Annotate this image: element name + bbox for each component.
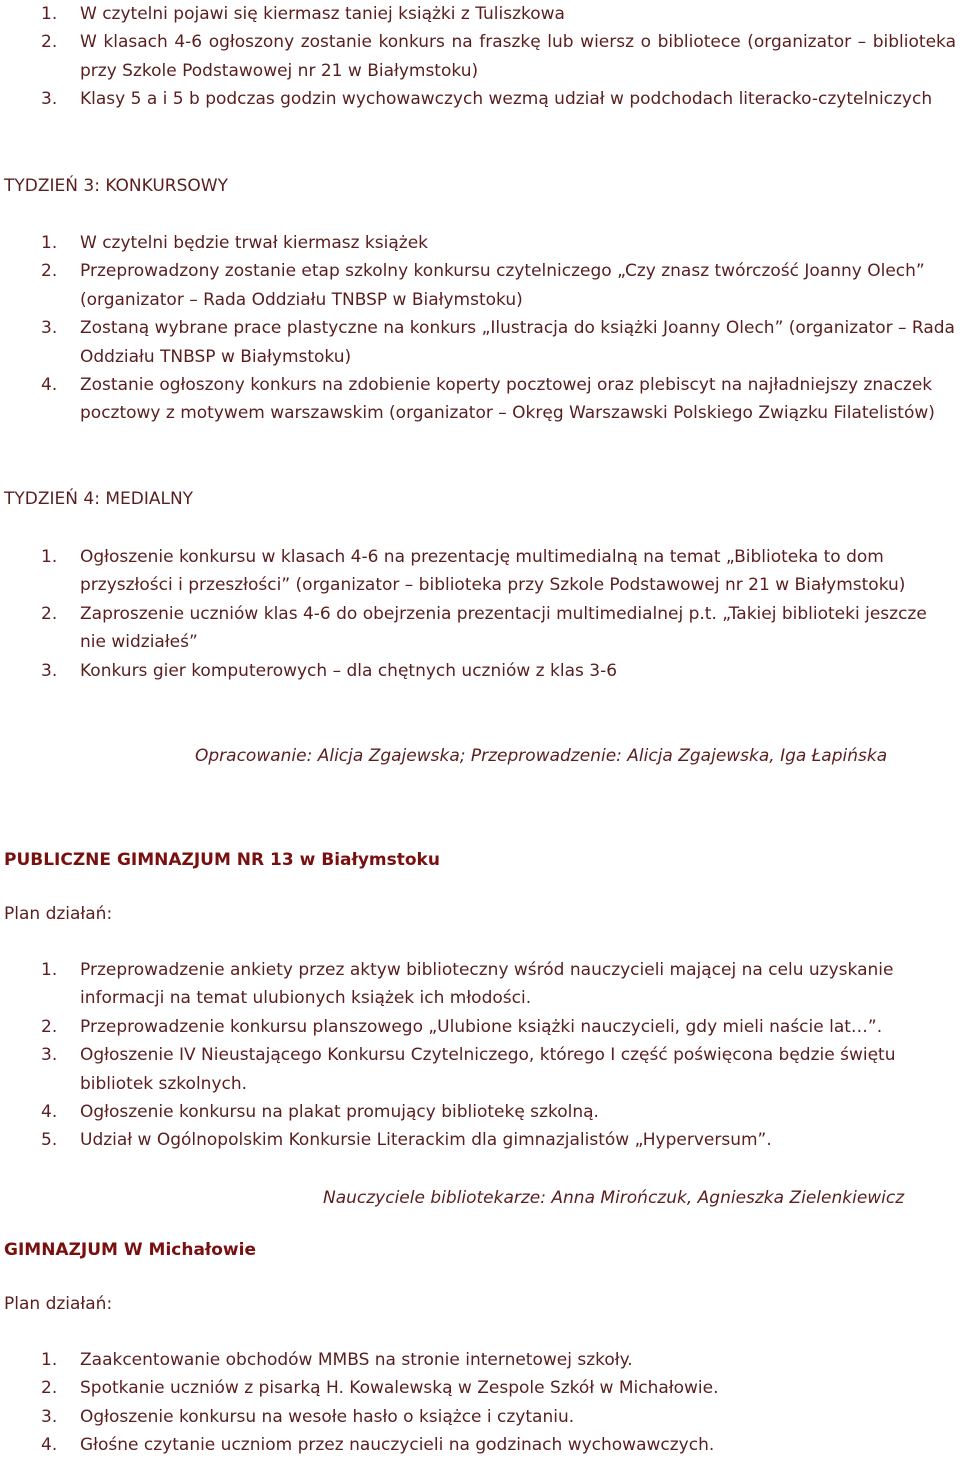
- item-text: Głośne czytanie uczniom przez nauczycieli na godzinach wychowawczych.: [80, 1435, 715, 1456]
- item-text: Klasy 5 a i 5 b podczas godzin wychowawczych wezmą udział w podchodach literacko-czytelniczych: [80, 89, 933, 110]
- list-item: [4, 28, 956, 85]
- plan-label: Plan działań:: [4, 904, 113, 924]
- item-text: Spotkanie uczniów z pisarką H. Kowalewską w Zespole Szkół w Michałowie.: [80, 1378, 719, 1399]
- list-item: [4, 85, 956, 113]
- credit-line: Nauczyciele bibliotekarze: Anna Mirończuk, Agnieszka Zielenkiewicz: [323, 1188, 905, 1208]
- week3-heading: TYDZIEŃ 3: KONKURSOWY: [4, 176, 228, 196]
- item-number: 1.: [41, 1350, 58, 1370]
- week2-list: [4, 0, 956, 114]
- item-number: 3.: [41, 1045, 58, 1066]
- item-number: 1.: [41, 547, 58, 567]
- week4-list: [4, 543, 956, 685]
- list-item: [4, 956, 956, 1013]
- item-number: 1.: [41, 960, 58, 980]
- list-item: [4, 1126, 956, 1154]
- item-number: 3.: [41, 318, 58, 339]
- credit-line: Opracowanie: Alicja Zgajewska; Przeprowadzenie: Alicja Zgajewska, Iga Łapińska: [195, 746, 888, 766]
- week3-list: [4, 229, 956, 428]
- list-item: [4, 0, 956, 28]
- item-text: Przeprowadzony zostanie etap szkolny konkursu czytelniczego „Czy znasz twórczość Joanny Olech” (organizator – Rada Oddziału TNBSP w Białymstoku): [80, 261, 925, 310]
- item-text: Udział w Ogólnopolskim Konkursie Literackim dla gimnazjalistów „Hyperversum”.: [80, 1130, 772, 1151]
- list-item: [4, 314, 956, 371]
- list-item: [4, 1041, 956, 1098]
- item-number: 4.: [41, 1435, 58, 1456]
- list-item: [4, 371, 956, 428]
- item-number: 3.: [41, 1406, 58, 1427]
- item-number: 2.: [41, 261, 58, 282]
- school-heading: PUBLICZNE GIMNAZJUM NR 13 w Białymstoku: [4, 850, 440, 870]
- item-number: 3.: [41, 89, 58, 110]
- list-item: [4, 257, 956, 314]
- list-item: [4, 1098, 956, 1126]
- list-item: [4, 1403, 956, 1431]
- item-number: 5.: [41, 1130, 58, 1151]
- item-text: Przeprowadzenie ankiety przez aktyw biblioteczny wśród nauczycieli mającej na celu uzyskanie informacji na temat ulubionych książek ich młodości.: [80, 960, 894, 1009]
- item-number: 4.: [41, 1102, 58, 1123]
- list-item: [4, 1013, 956, 1041]
- item-number: 4.: [41, 375, 58, 396]
- item-text: Ogłoszenie IV Nieustającego Konkursu Czytelniczego, którego I część poświęcona będzie świętu bibliotek szkolnych.: [80, 1045, 896, 1094]
- school-heading: GIMNAZJUM W Michałowie: [4, 1240, 256, 1260]
- school-1-list: [4, 956, 956, 1155]
- item-number: 2.: [41, 1378, 58, 1399]
- item-number: 2.: [41, 1016, 58, 1037]
- list-item: [4, 543, 956, 600]
- item-text: W klasach 4-6 ogłoszony zostanie konkurs na fraszkę lub wiersz o bibliotece (organizator – biblioteka przy Szkole Podstawowej nr 21 w Białymstoku): [80, 32, 956, 81]
- list-item: [4, 1374, 956, 1402]
- item-text: Ogłoszenie konkursu na wesołe hasło o książce i czytaniu.: [80, 1406, 575, 1427]
- list-item: [4, 1431, 956, 1459]
- item-text: Zostaną wybrane prace plastyczne na konkurs „Ilustracja do książki Joanny Olech” (organizator – Rada Oddziału TNBSP w Białymstoku): [80, 318, 955, 367]
- item-text: Konkurs gier komputerowych – dla chętnych uczniów z klas 3-6: [80, 660, 618, 681]
- item-text: Ogłoszenie konkursu w klasach 4-6 na prezentację multimedialną na temat „Biblioteka to dom przyszłości i przeszłości” (organizator – biblioteka przy Szkole Podstawowej nr 21 w Białymstoku): [80, 547, 906, 596]
- plan-label: Plan działań:: [4, 1294, 113, 1314]
- school-2-list: [4, 1346, 956, 1460]
- item-text: Zostanie ogłoszony konkurs na zdobienie koperty pocztowej oraz plebiscyt na najładniejszy znaczek pocztowy z motywem warszawskim (organizator – Okręg Warszawski Polskiego Związku Filatelistów): [80, 375, 935, 424]
- item-text: W czytelni pojawi się kiermasz taniej książki z Tuliszkowa: [80, 4, 565, 24]
- item-text: Ogłoszenie konkursu na plakat promujący bibliotekę szkolną.: [80, 1102, 599, 1123]
- list-item: [4, 229, 956, 257]
- list-item: [4, 1346, 956, 1374]
- item-number: 3.: [41, 660, 58, 681]
- item-text: Zaproszenie uczniów klas 4-6 do obejrzenia prezentacji multimedialnej p.t. „Takiej biblioteki jeszcze nie widziałeś”: [80, 603, 927, 653]
- list-item: [4, 600, 956, 657]
- item-text: Zaakcentowanie obchodów MMBS na stronie internetowej szkoły.: [80, 1350, 633, 1370]
- week4-heading: TYDZIEŃ 4: MEDIALNY: [4, 489, 194, 509]
- item-text: Przeprowadzenie konkursu planszowego „Ulubione książki nauczycieli, gdy mieli naście lat…”.: [80, 1016, 883, 1037]
- item-number: 2.: [41, 32, 58, 53]
- item-number: 1.: [41, 4, 58, 24]
- list-item: [4, 657, 956, 685]
- item-number: 2.: [41, 603, 58, 624]
- item-number: 1.: [41, 233, 58, 253]
- item-text: W czytelni będzie trwał kiermasz książek: [80, 233, 429, 253]
